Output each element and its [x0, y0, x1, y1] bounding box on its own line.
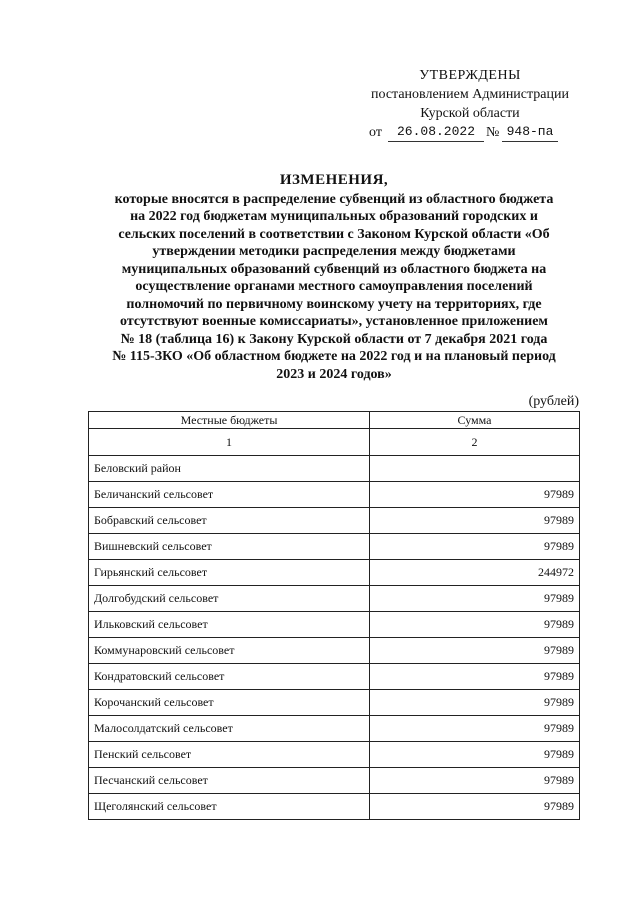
subtitle-line: 2023 и 2024 годов»: [276, 366, 392, 382]
row-name: Вишневский сельсовет: [89, 534, 370, 560]
row-value: 97989: [370, 482, 580, 508]
approval-number: 948-па: [502, 123, 558, 142]
row-name: Коммунаровский сельсовет: [89, 638, 370, 664]
row-value: 97989: [370, 664, 580, 690]
subtitle-line: отсутствуют военные комиссариаты», установленное приложением: [120, 314, 548, 329]
budget-table: [88, 411, 580, 820]
approval-date: 26.08.2022: [388, 123, 484, 142]
date-prefix: от: [369, 125, 382, 140]
row-value: 97989: [370, 716, 580, 742]
subtitle-line: осуществление органами местного самоуправления поселений: [135, 279, 533, 294]
table-row: [89, 508, 580, 534]
row-name: Корочанский сельсовет: [89, 690, 370, 716]
currency-unit: (рублей): [528, 394, 579, 409]
row-value: 97989: [370, 690, 580, 716]
row-name: Щеголянский сельсовет: [89, 794, 370, 820]
table-row: [89, 768, 580, 794]
row-value: 97989: [370, 768, 580, 794]
row-name: Малосолдатский сельсовет: [89, 716, 370, 742]
approval-issuer: постановлением Администрации: [371, 87, 569, 102]
row-value: 97989: [370, 534, 580, 560]
table-row: [89, 534, 580, 560]
row-value: [370, 456, 580, 482]
row-value: 97989: [370, 586, 580, 612]
header-local-budgets: Местные бюджеты: [89, 412, 370, 429]
subtitle-line: № 115-ЗКО «Об областном бюджете на 2022 год и на плановый период: [112, 349, 556, 364]
row-value: 97989: [370, 794, 580, 820]
row-value: 97989: [370, 742, 580, 768]
table-row: [89, 560, 580, 586]
table-row: [89, 612, 580, 638]
row-value: 244972: [370, 560, 580, 586]
table-row: [89, 690, 580, 716]
table-header: [89, 412, 580, 429]
subtitle-line: на 2022 год бюджетам муниципальных образований городских и: [130, 209, 538, 224]
document-heading: ИЗМЕНЕНИЯ,: [279, 172, 389, 188]
subtitle-line: утверждении методики распределения между бюджетами: [152, 244, 516, 259]
table-row: [89, 638, 580, 664]
row-value: 97989: [370, 508, 580, 534]
subtitle-line: № 18 (таблица 16) к Закону Курской области от 7 декабря 2021 года: [120, 331, 548, 347]
approval-stamp: [350, 66, 590, 142]
table-row: [89, 586, 580, 612]
row-value: 97989: [370, 638, 580, 664]
row-name: Долгобудский сельсовет: [89, 586, 370, 612]
table-row: [89, 716, 580, 742]
subtitle-line: сельских поселений в соответствии с Законом Курской области «Об: [118, 226, 550, 242]
table-row: [89, 794, 580, 820]
column-number-row: [89, 429, 580, 456]
approval-title: УТВЕРЖДЕНЫ: [419, 68, 521, 83]
header-amount: Сумма: [370, 412, 580, 429]
approval-date-line: [350, 123, 590, 142]
document-title: [84, 172, 584, 383]
row-name: Песчанский сельсовет: [89, 768, 370, 794]
row-name: Кондратовский сельсовет: [89, 664, 370, 690]
table-row: [89, 742, 580, 768]
approval-region: Курской области: [420, 106, 520, 121]
table-row: [89, 664, 580, 690]
subtitle-line: муниципальных образований субвенций из областного бюджета на: [121, 261, 547, 277]
column-number: 2: [370, 429, 580, 456]
number-prefix: №: [486, 125, 500, 140]
row-name: Беловский район: [89, 456, 370, 482]
subtitle-line: которые вносятся в распределение субвенций из областного бюджета: [114, 191, 554, 207]
row-value: 97989: [370, 612, 580, 638]
table-row: [89, 482, 580, 508]
row-name: Пенский сельсовет: [89, 742, 370, 768]
row-name: Бобравский сельсовет: [89, 508, 370, 534]
row-name: Беличанский сельсовет: [89, 482, 370, 508]
subtitle-line: полномочий по первичному воинскому учету на территориях, где: [126, 296, 542, 312]
row-name: Ильковский сельсовет: [89, 612, 370, 638]
column-number: 1: [89, 429, 370, 456]
table-row: [89, 456, 580, 482]
row-name: Гирьянский сельсовет: [89, 560, 370, 586]
